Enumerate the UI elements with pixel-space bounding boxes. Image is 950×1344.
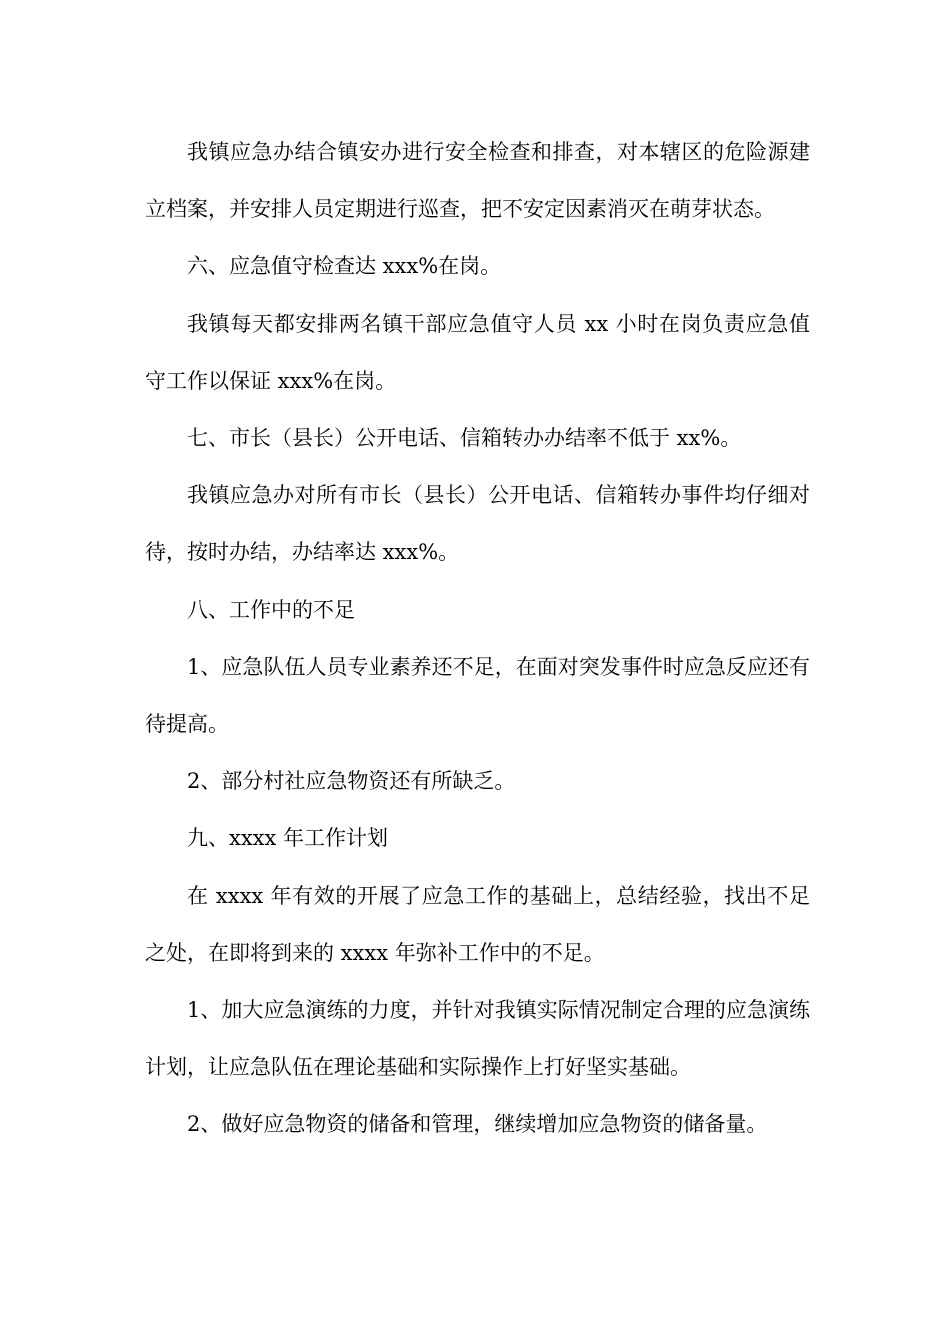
heading-nine-work-plan: 九、xxxx 年工作计划 — [187, 826, 389, 851]
paragraph-plan-1: 1、加大应急演练的力度，并针对我镇实际情况制定合理的应急演练计划，让应急队伍在理论基础和实际操作上打好坚实基础。 — [145, 998, 810, 1080]
heading-seven-mayor-hotline: 七、市长（县长）公开电话、信箱转办办结率不低于 xx%。 — [187, 426, 742, 451]
paragraph-shortcoming-2: 2、部分村社应急物资还有所缺乏。 — [187, 769, 516, 794]
paragraph-shortcoming-1: 1、应急队伍人员专业素养还不足，在面对突发事件时应急反应还有待提高。 — [145, 654, 810, 737]
document-body — [145, 124, 810, 1154]
heading-six-duty-check: 六、应急值守检查达 xxx%在岗。 — [187, 254, 502, 279]
paragraph-duty-staff: 我镇每天都安排两名镇干部应急值守人员 xx 小时在岗负责应急值守工作以保证 xxx%在岗。 — [145, 311, 810, 393]
paragraph-plan-intro: 在 xxxx 年有效的开展了应急工作的基础上，总结经验，找出不足之处，在即将到来的 xxxx 年弥补工作中的不足。 — [145, 883, 810, 965]
heading-eight-shortcomings: 八、工作中的不足 — [187, 597, 355, 622]
paragraph-hotline-handling: 我镇应急办对所有市长（县长）公开电话、信箱转办事件均仔细对待，按时办结，办结率达 xxx%。 — [145, 483, 810, 565]
paragraph-hazard-inspection: 我镇应急办结合镇安办进行安全检查和排查，对本辖区的危险源建立档案，并安排人员定期进行巡查，把不安定因素消灭在萌芽状态。 — [145, 140, 810, 222]
paragraph-plan-2: 2、做好应急物资的储备和管理，继续增加应急物资的储备量。 — [187, 1112, 768, 1137]
